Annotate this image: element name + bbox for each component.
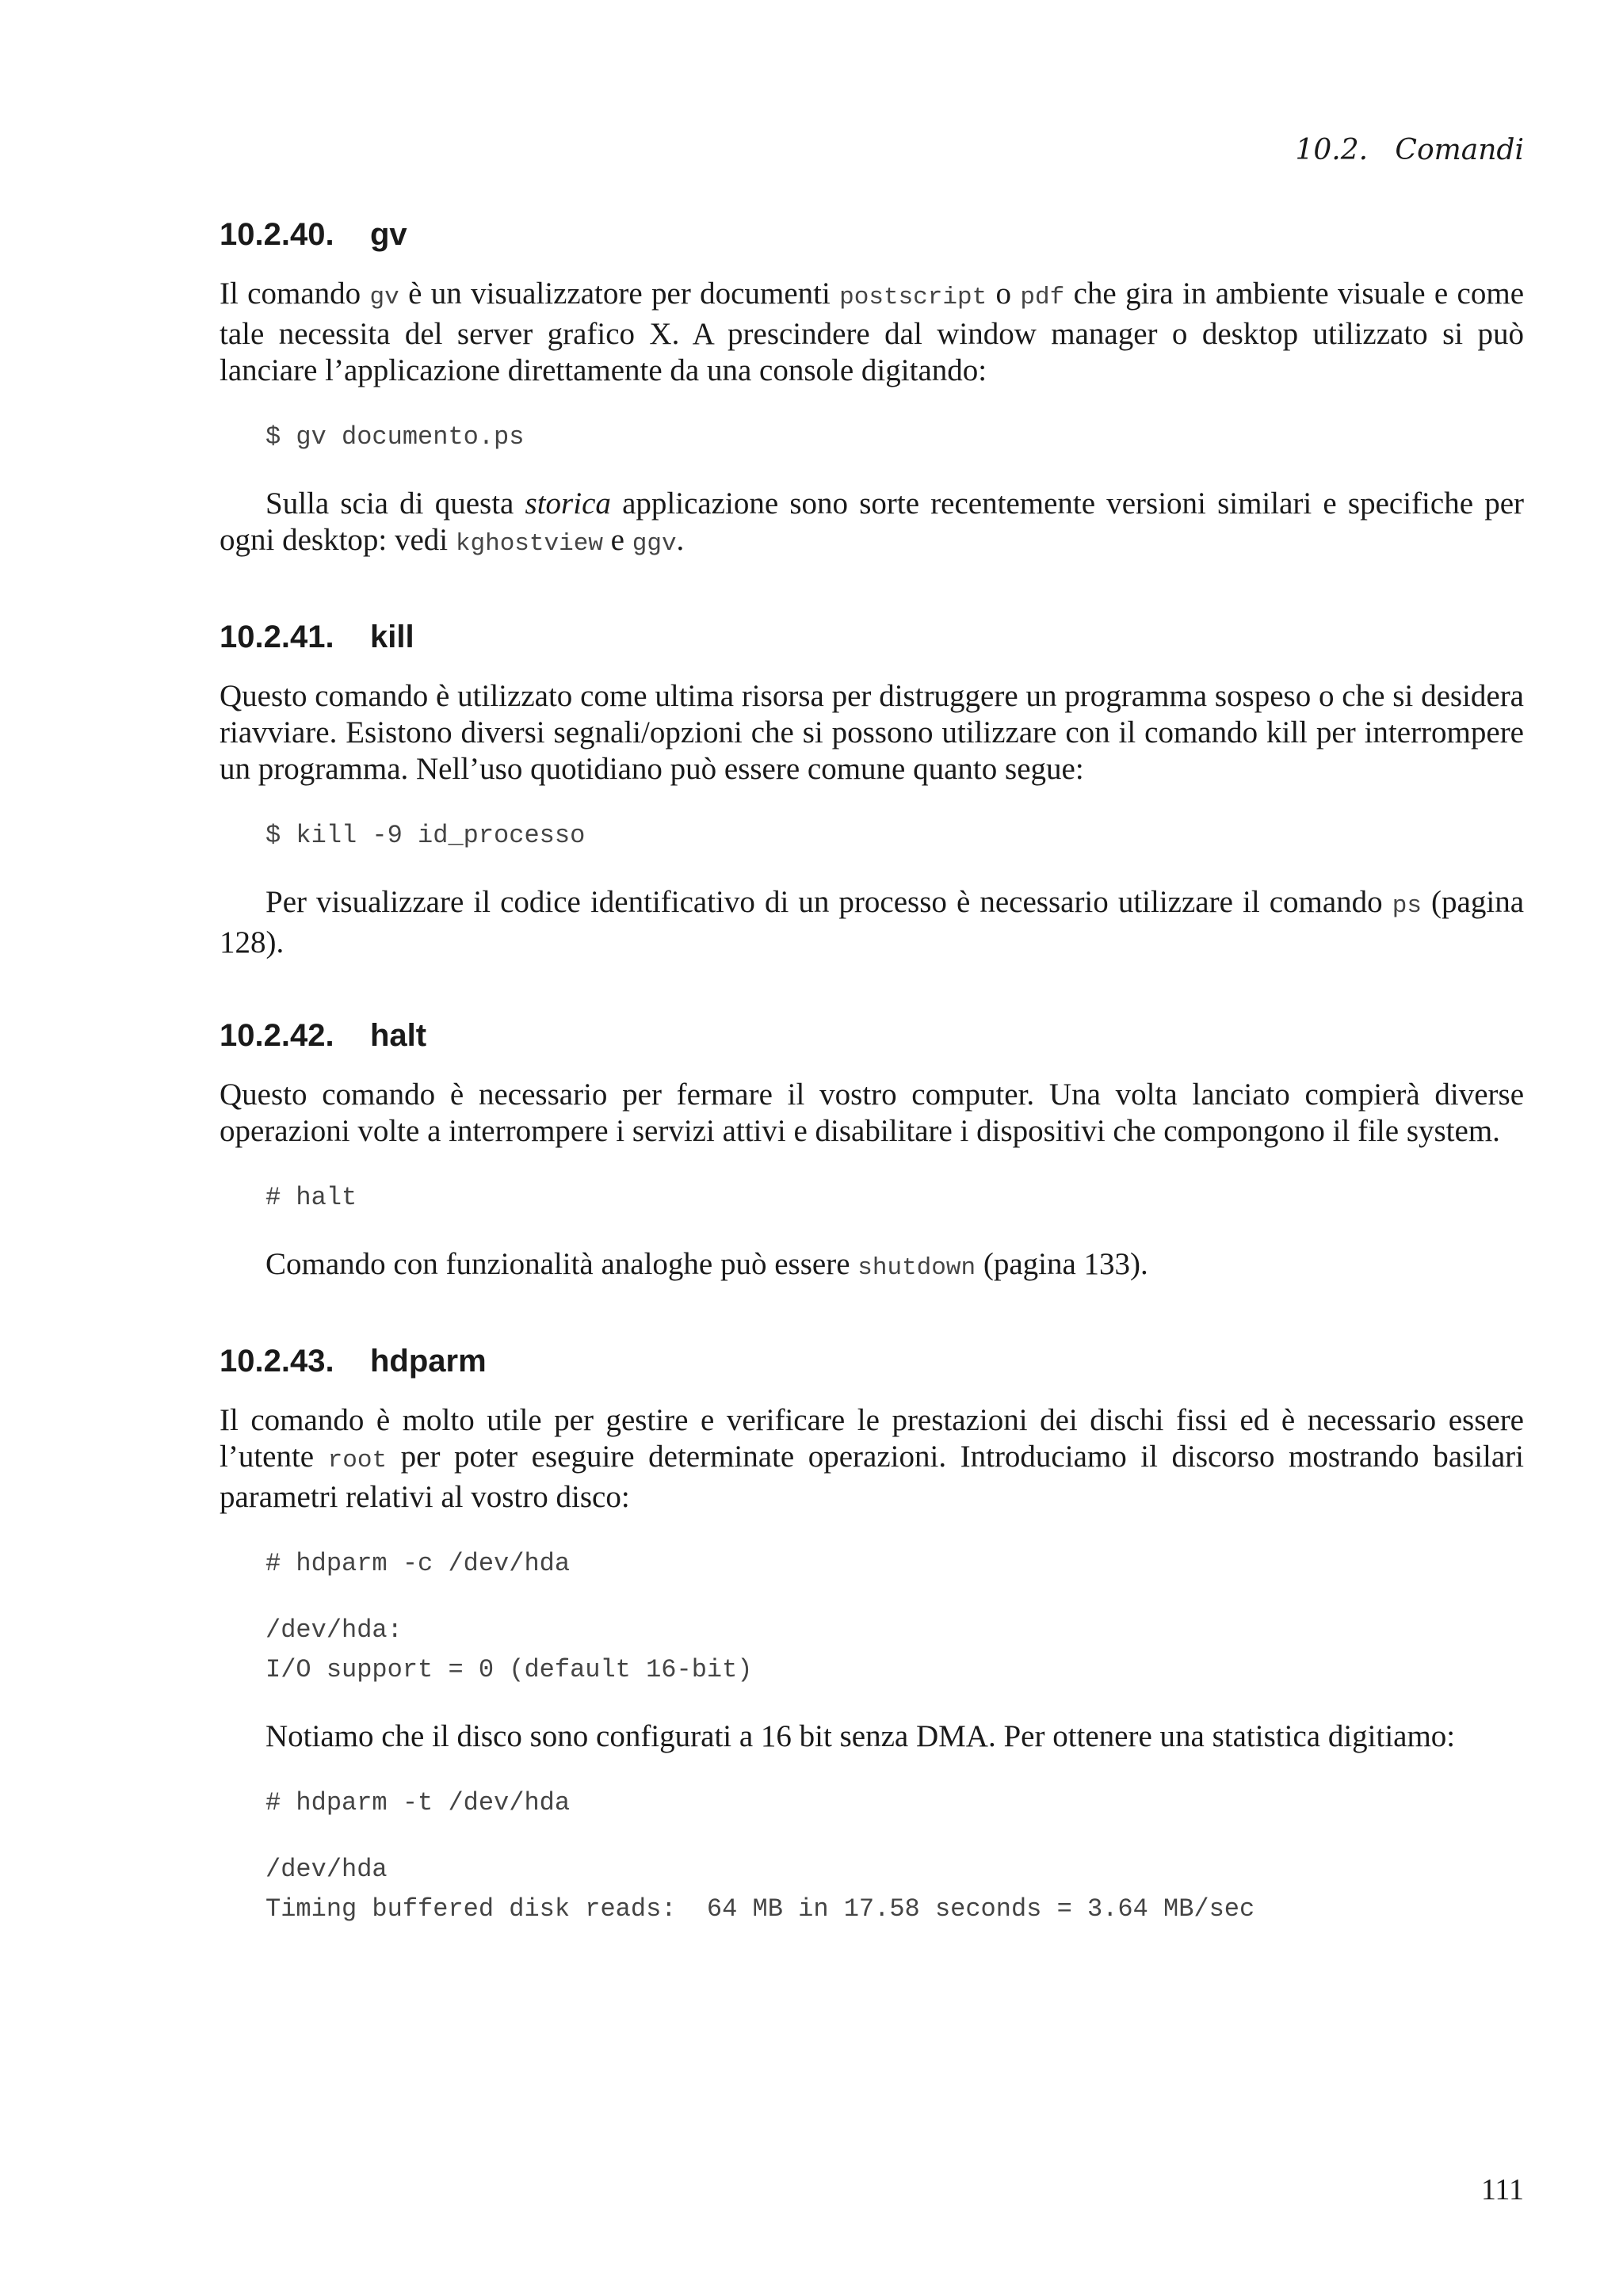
- section-title: gv: [370, 217, 407, 252]
- paragraph: [220, 486, 1524, 563]
- paragraph: [220, 884, 1524, 961]
- section-title: hdparm: [370, 1344, 487, 1379]
- text-run: Il comando: [220, 277, 370, 311]
- inline-code: root: [327, 1447, 388, 1474]
- code-line: # hdparm -c /dev/hda: [265, 1549, 571, 1578]
- section-heading: [220, 1342, 1524, 1380]
- code-line: /dev/hda:: [265, 1615, 403, 1645]
- section-heading: [220, 215, 1524, 254]
- text-run: o: [987, 277, 1021, 311]
- inline-code: ggv: [632, 530, 677, 558]
- text-run: per poter eseguire determinate operazioni. Introduciamo il discorso mostrando basilari parametri relativi al vostro disco:: [220, 1440, 1524, 1514]
- section-hdparm: [220, 1342, 1524, 1929]
- paragraph: [220, 276, 1524, 389]
- text-run: Comando con funzionalità analoghe può essere: [265, 1247, 858, 1281]
- section-number: 10.2.43.: [220, 1344, 334, 1379]
- text-run: è un visualizzatore per documenti: [399, 277, 840, 311]
- code-block: [265, 1783, 1524, 1929]
- code-line: Timing buffered disk reads: 64 MB in 17.58 seconds = 3.64 MB/sec: [265, 1894, 1255, 1924]
- code-line: I/O support = 0 (default 16-bit): [265, 1655, 753, 1684]
- inline-code: kghostview: [455, 530, 603, 558]
- running-header: 10.2. Comandi: [1295, 134, 1524, 166]
- page-number: 111: [1480, 2173, 1524, 2206]
- section-kill: [220, 618, 1524, 961]
- text-run: .: [676, 523, 685, 557]
- section-title: kill: [370, 620, 414, 654]
- section-heading: [220, 1016, 1524, 1055]
- text-run: Il comando è molto utile per gestire e verificare le prestazioni dei dischi fissi ed è necessario essere l’utente: [220, 1403, 1524, 1474]
- section-number: 10.2.42.: [220, 1018, 334, 1053]
- text-run: Per visualizzare il codice identificativo di un processo è necessario utilizzare il comando: [265, 885, 1392, 919]
- text-run: che gira in ambiente visuale e come tale necessita del server grafico X. A prescindere dal window manager o desktop utilizzato si può lanciare l’applicazione direttamente da una console digitando:: [220, 277, 1525, 387]
- paragraph: Questo comando è utilizzato come ultima risorsa per distruggere un programma sospeso o che si desidera riavviare. Esistono diversi segnali/opzioni che si possono utilizzare con il comando kill per interrompere un programma. Nell’uso quotidiano può essere comune quanto segue:: [220, 679, 1524, 786]
- inline-code: gv: [369, 284, 399, 311]
- section-heading: [220, 618, 1524, 656]
- code-line: # hdparm -t /dev/hda: [265, 1788, 571, 1817]
- inline-code: postscript: [839, 284, 987, 311]
- paragraph: Notiamo che il disco sono configurati a 16 bit senza DMA. Per ottenere una statistica digitiamo:: [265, 1719, 1456, 1753]
- section-halt: [220, 1016, 1524, 1287]
- text-run: applicazione sono sorte recentemente versioni similari e specifiche per ogni desktop: vedi: [220, 486, 1524, 557]
- section-gv: [220, 215, 1524, 563]
- inline-code: pdf: [1020, 284, 1065, 311]
- text-run: (pagina 133).: [976, 1247, 1148, 1281]
- code-block: [265, 816, 1524, 856]
- paragraph: Questo comando è necessario per fermare il vostro computer. Una volta lanciato compierà diverse operazioni volte a interrompere i servizi attivi e disabilitare i dispositivi che compongono il file system.: [220, 1077, 1524, 1148]
- code-line: /dev/hda: [265, 1855, 388, 1884]
- inline-code: shutdown: [857, 1254, 976, 1282]
- section-title: halt: [370, 1018, 427, 1053]
- code-block: [265, 1178, 1524, 1218]
- text-run: e: [602, 523, 632, 557]
- paragraph: [220, 1246, 1524, 1287]
- text-run: (pagina 128).: [220, 885, 1525, 959]
- code-line: $ kill -9 id_processo: [265, 821, 586, 850]
- document-page: [220, 0, 1524, 2296]
- code-block: [265, 418, 1524, 457]
- emphasis: storica: [525, 486, 611, 521]
- inline-code: ps: [1392, 892, 1422, 920]
- code-block: [265, 1544, 1524, 1690]
- page-content: [220, 215, 1524, 1985]
- code-line: $ gv documento.ps: [265, 422, 525, 452]
- section-number: 10.2.41.: [220, 620, 334, 654]
- code-line: # halt: [265, 1183, 357, 1212]
- text-run: Sulla scia di questa: [265, 486, 525, 521]
- section-number: 10.2.40.: [220, 217, 334, 252]
- paragraph: [220, 1402, 1524, 1516]
